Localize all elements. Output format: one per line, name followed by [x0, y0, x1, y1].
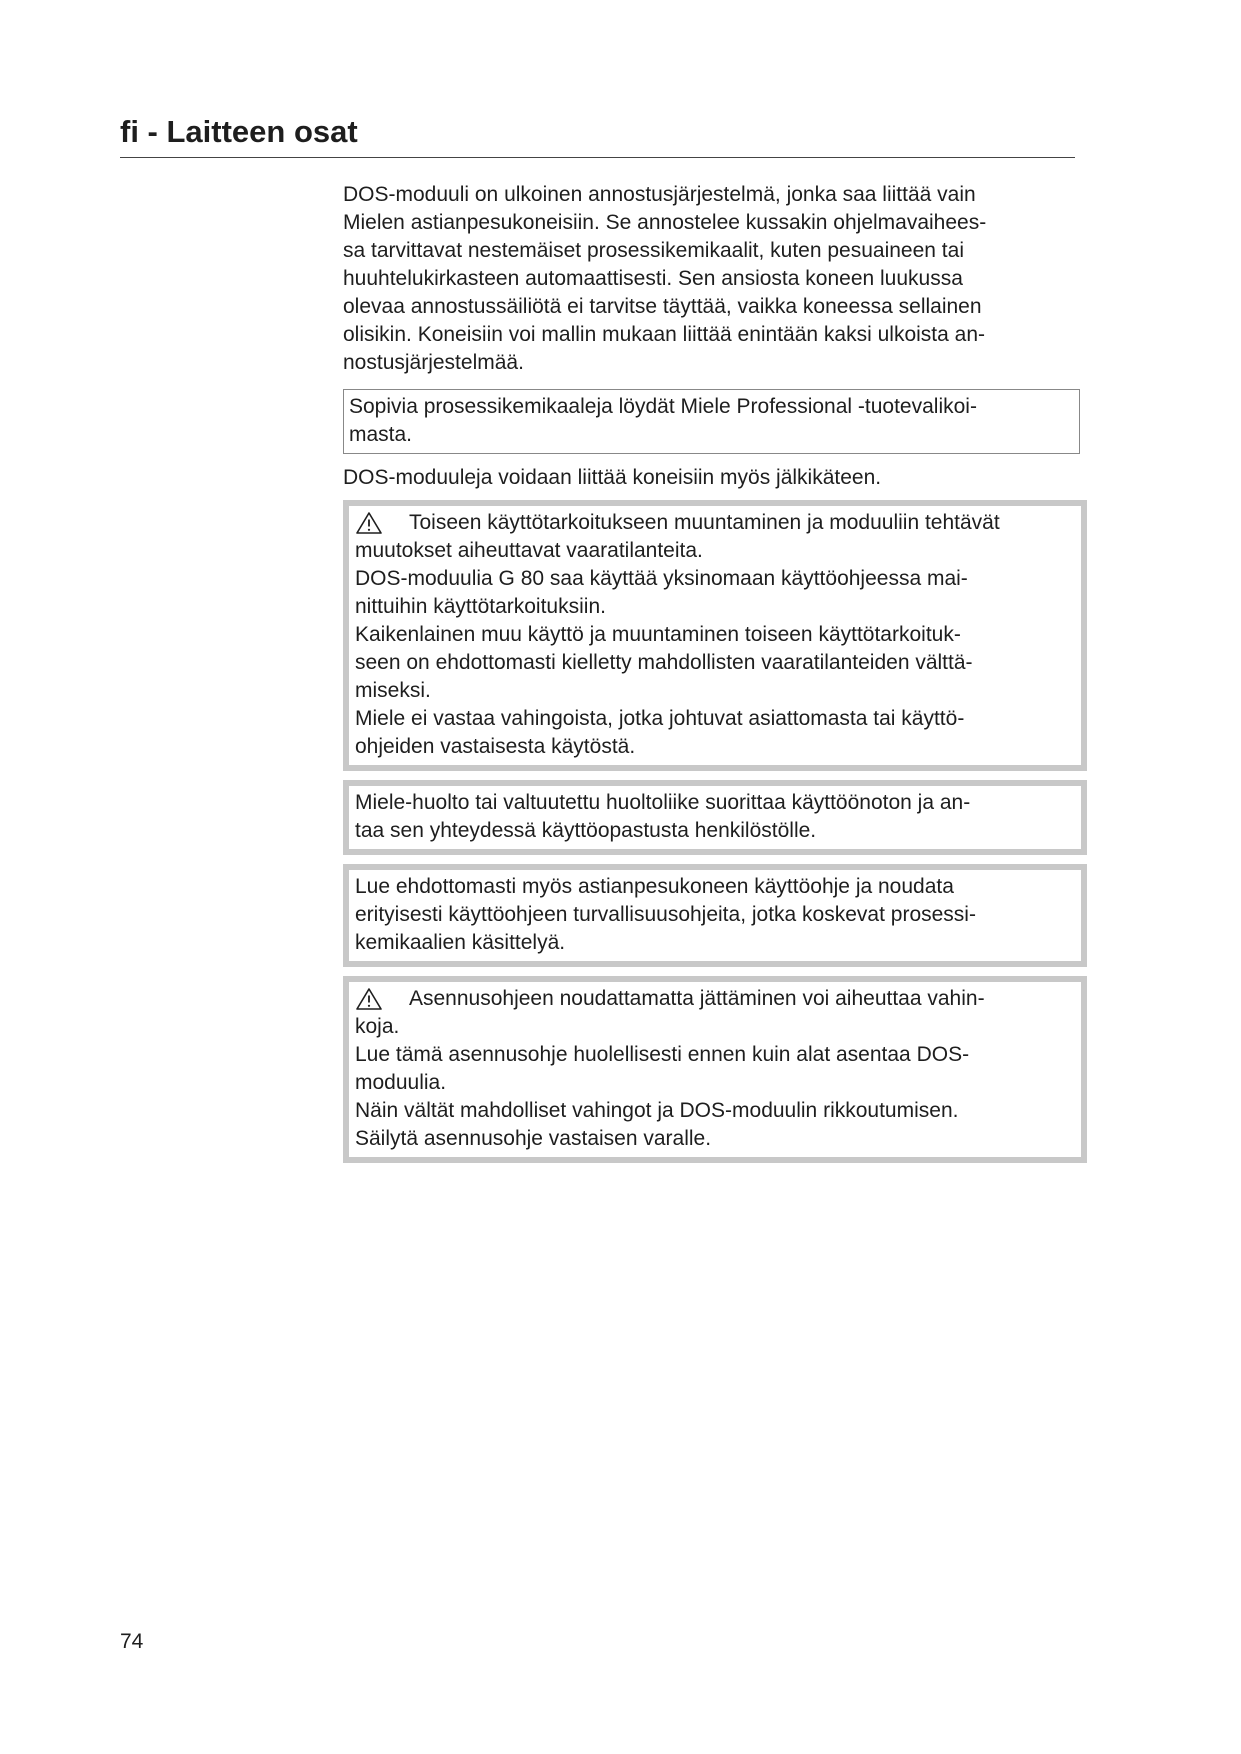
- warning-paragraph: Lue tämä asennusohje huolellisesti ennen kuin alat asentaa DOS- moduulia.: [355, 1043, 970, 1094]
- warning-paragraph: Näin vältät mahdolliset vahingot ja DOS-moduulin rikkoutumisen.: [355, 1099, 959, 1122]
- warning-paragraph: koja.: [355, 1015, 400, 1038]
- warning-triangle-icon: [355, 511, 383, 535]
- service-info-box: [343, 780, 1087, 855]
- service-info-text: Miele-huolto tai valtuutettu huoltoliike suorittaa käyttöönoton ja an- taa sen yhteydessä käyttöopastusta henkilöstölle.: [355, 791, 971, 842]
- warning-heading: Toiseen käyttötarkoitukseen muuntaminen ja moduuliin tehtävät: [409, 511, 1000, 534]
- warning-box-usage: [343, 500, 1087, 771]
- warning-heading: Asennusohjeen noudattamatta jättäminen voi aiheuttaa vahin-: [409, 987, 985, 1010]
- title-divider: [120, 157, 1075, 158]
- warning-paragraph: Miele ei vastaa vahingoista, jotka johtuvat asiattomasta tai käyttö- ohjeiden vastaisesta käytöstä.: [355, 707, 965, 758]
- read-manual-box: [343, 864, 1087, 967]
- warning-paragraph: Kaikenlainen muu käyttö ja muuntaminen toiseen käyttötarkoituk- seen on ehdottomasti kielletty mahdollisten vaaratilanteiden välttä- miseksi.: [355, 623, 973, 702]
- intro-paragraph: DOS-moduuli on ulkoinen annostusjärjestelmä, jonka saa liittää vain Mielen astianpesukoneisiin. Se annostelee kussakin ohjelmavaihees- sa tarvittavat nestemäiset prosessikemikaalit, kuten pesuaineen tai huuhtelukirkasteen automaattisesti. Sen ansiosta koneen luukussa olevaa annostussäiliötä ei tarvitse täyttää, vaikka koneessa sellainen olisikin. Koneisiin voi mallin mukaan liittää enintään kaksi ulkoista an- nostusjärjestelmää.: [343, 183, 987, 374]
- warning-paragraph: muutokset aiheuttavat vaaratilanteita.: [355, 539, 703, 562]
- read-manual-text: Lue ehdottomasti myös astianpesukoneen käyttöohje ja noudata erityisesti käyttöohjeen turvallisuusohjeita, jotka koskevat prosessi- kemikaalien käsittelyä.: [355, 875, 976, 954]
- warning-triangle-icon: [355, 987, 383, 1011]
- warning-box-installation: [343, 976, 1087, 1163]
- retrofit-paragraph: DOS-moduuleja voidaan liittää koneisiin myös jälkikäteen.: [343, 466, 882, 489]
- warning-paragraph: Säilytä asennusohje vastaisen varalle.: [355, 1127, 712, 1150]
- note-box: [343, 389, 1080, 454]
- warning-paragraph: DOS-moduulia G 80 saa käyttää yksinomaan käyttöohjeessa mai- nittuihin käyttötarkoituksiin.: [355, 567, 968, 618]
- page-title: fi - Laitteen osat: [120, 114, 358, 149]
- page-number: 74: [120, 1630, 144, 1653]
- main-content: [343, 181, 1083, 1172]
- note-text: Sopivia prosessikemikaaleja löydät Miele Professional -tuotevalikoi- masta.: [349, 395, 977, 446]
